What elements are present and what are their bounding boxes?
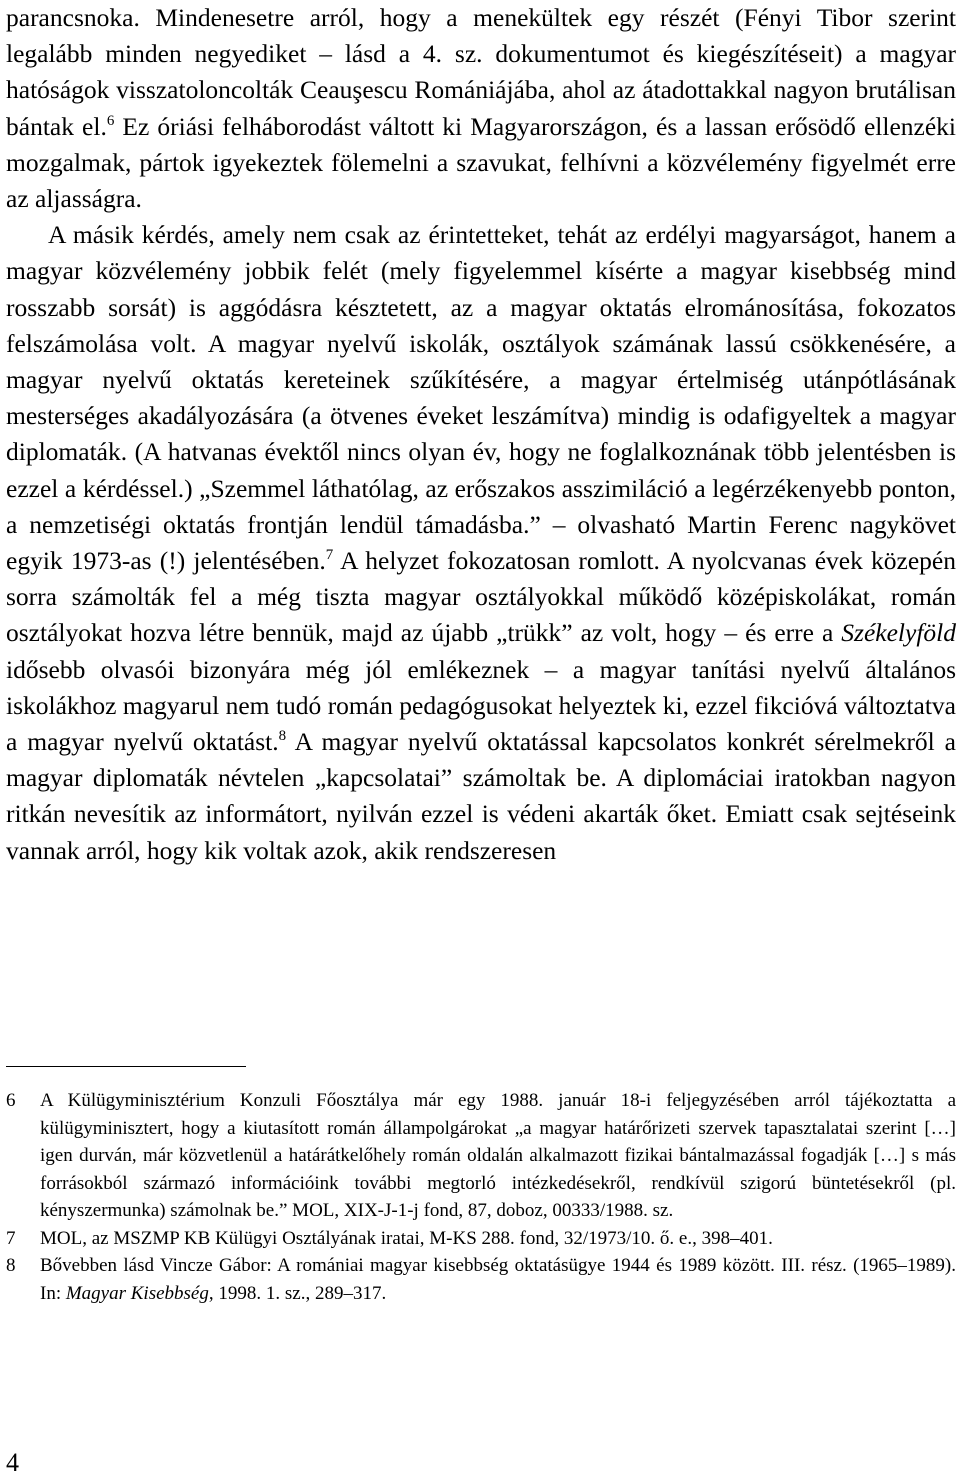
footnote-ref-7: 7 (325, 547, 334, 564)
footnote-journal-title: Magyar Kisebbség (65, 1282, 209, 1304)
main-text (6, 0, 956, 869)
paragraph-2-text-c: idősebb olvasói bizonyára még jól emlékeznek – a magyar tanítási nyelvű általános iskolákhoz magyarul nem tudó román pedagógusokat helyeztek ki, ezzel fikcióvá változtatva a magyar nyelvű oktatást. (6, 654, 956, 757)
footnote-text-b: , 1998. 1. sz., 289–317. (208, 1282, 387, 1304)
page-number: 4 (6, 1448, 19, 1477)
footnote-number: 8 (6, 1255, 16, 1276)
footnote-8 (6, 1252, 956, 1307)
paragraph-1 (6, 0, 956, 217)
paragraph-2-text-d: A magyar nyelvű oktatással kapcsolatos konkrét sérelmekről a magyar diplomaták névtelen „kapcsolatai” számoltak be. A diplomáciai iratokban nagyon ritkán nevesítik az informátort, nyilván ezzel is védeni akarták őket. Emiatt csak sejtéseink vannak arról, hogy kik voltak azok, akik rendszeresen (6, 727, 957, 865)
footnote-text: MOL, az MSZMP KB Külügyi Osztályának iratai, M-KS 288. fond, 32/1973/10. ő. e., 398–401. (40, 1227, 773, 1249)
footnote-7 (6, 1225, 956, 1253)
footnote-divider (6, 1066, 246, 1067)
paragraph-2-italic: Székelyföld (841, 618, 956, 648)
paragraph-1-text-a: parancsnoka. Mindenesetre arról, hogy a menekültek egy részét (Fényi Tibor szerint legalább minden negyediket – lásd a 4. sz. dokumentumot és kiegészítéseit) a magyar hatóságok visszatoloncolták Ceauşescu Romániájába, ahol az átadottakkal nagyon brutálisan bántak el. (6, 3, 956, 141)
footnote-text (40, 1252, 956, 1307)
paragraph-2-text-b: A helyzet fokozatosan romlott. A nyolcvanas évek közepén sorra számolták fel a még tiszta magyar osztályokkal működő középiskolákat, román osztályokat hozva létre bennük, majd az újabb „trükk” az volt, hogy – és erre a (6, 546, 956, 648)
paragraph-1-text-b: Ez óriási felháborodást váltott ki Magyarországon, és a lassan erősödő ellenzéki mozgalmak, pártok igyekeztek fölemelni a szavukat, felhívni a közvélemény figyelmét erre az aljasságra. (6, 111, 957, 214)
footnote-number: 6 (6, 1090, 16, 1111)
footnote-ref-6: 6 (106, 112, 115, 129)
footnote-number: 7 (6, 1227, 16, 1249)
footnote-text-a: Bővebben lásd Vincze Gábor: A romániai magyar kisebbség oktatásügye 1944 és 1989 között. III. rész. (1965–1989). In: (40, 1255, 956, 1304)
footnotes (6, 1087, 956, 1307)
footnote-ref-8: 8 (278, 728, 287, 745)
paragraph-2 (6, 217, 956, 869)
footnote-6 (6, 1087, 956, 1225)
footnote-text: A Külügyminisztérium Konzuli Főosztálya már egy 1988. január 18-i feljegyzésében arról tájékoztatta a külügyminisztert, hogy a kiutasított román állampolgárokat „a magyar határőrizeti szervek tapasztalatai szerint […] igen durván, már közvetlenül a határátkelőhely román oldalán alkalmazott fizikai bántalmazással fogadják […] s más forrásokból származó információink további megtorló intézkedésekről, rendkívül szigorú büntetésekről (pl. kényszermunka) számolnak be.” MOL, XIX-J-1-j fond, 87, doboz, 00333/1988. sz. (40, 1090, 956, 1221)
page-body (6, 0, 956, 869)
paragraph-2-text-a: A másik kérdés, amely nem csak az érintetteket, tehát az erdélyi magyarságot, hanem a magyar közvélemény jobbik felét (mely figyelemmel kísérte a magyar kisebbség mind rosszabb sorsát) is aggódásra késztetett, az a magyar oktatás elrománosítása, fokozatos felszámolása volt. A magyar nyelvű iskolák, osztályok számának lassú csökkenésére, a magyar nyelvű oktatás kereteinek szűkítésére, a magyar értelmiség utánpótlásának mesterséges akadályozására (a ötvenes éveket leszámítva) mindig is odafigyeltek a magyar diplomaták. (A hatvanas évektől nincs olyan év, hogy ne foglalkoznának több jelentésben is ezzel a kérdéssel.) „Szemmel láthatólag, az erőszakos asszimiláció a legérzékenyebb ponton, a nemzetiségi oktatás frontján lendül támadásba.” – olvasható Martin Ferenc nagykövet egyik 1973-as (!) jelentésében. (6, 220, 956, 576)
